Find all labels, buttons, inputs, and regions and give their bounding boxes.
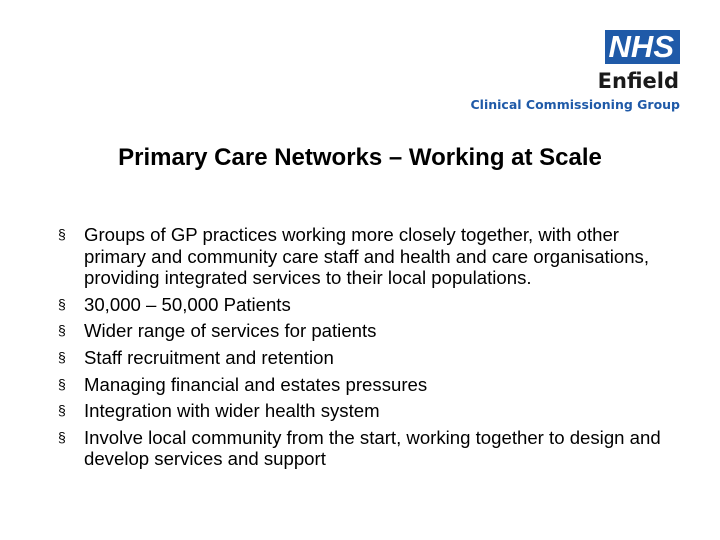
bullet-text: Involve local community from the start, working together to design and develop services and support [84,426,661,470]
logo-org-name: Enfield [597,69,679,93]
bullet-item [58,374,670,396]
bullet-text: Wider range of services for patients [84,320,377,342]
bullet-list [58,224,670,475]
nhs-logo-badge: NHS [605,30,680,64]
bullet-text: Staff recruitment and retention [84,346,334,368]
bullet-item [58,320,670,342]
slide-title: Primary Care Networks – Working at Scale [118,144,602,171]
bullet-item [58,347,670,369]
bullet-text: Managing financial and estates pressures [84,373,428,395]
bullet-text: Integration with wider health system [84,400,380,422]
bullet-icon: § [58,348,66,365]
bullet-item [58,294,670,316]
bullet-item [58,400,670,422]
bullet-icon: § [58,295,66,312]
bullet-icon: § [58,375,66,392]
bullet-item [58,224,670,289]
nhs-enfield-ccg-logo [440,30,680,113]
bullet-icon: § [58,226,66,242]
bullet-text: Groups of GP practices working more closely together, with other primary and community care staff and health and care organisations, providing integrated services to their local populations. [84,224,650,289]
bullet-item [58,427,670,470]
bullet-text: 30,000 – 50,000 Patients [84,293,291,315]
logo-ccg-name: Clinical Commissioning Group [470,97,680,112]
bullet-icon: § [58,322,66,339]
bullet-icon: § [58,402,66,419]
bullet-icon: § [58,428,66,445]
